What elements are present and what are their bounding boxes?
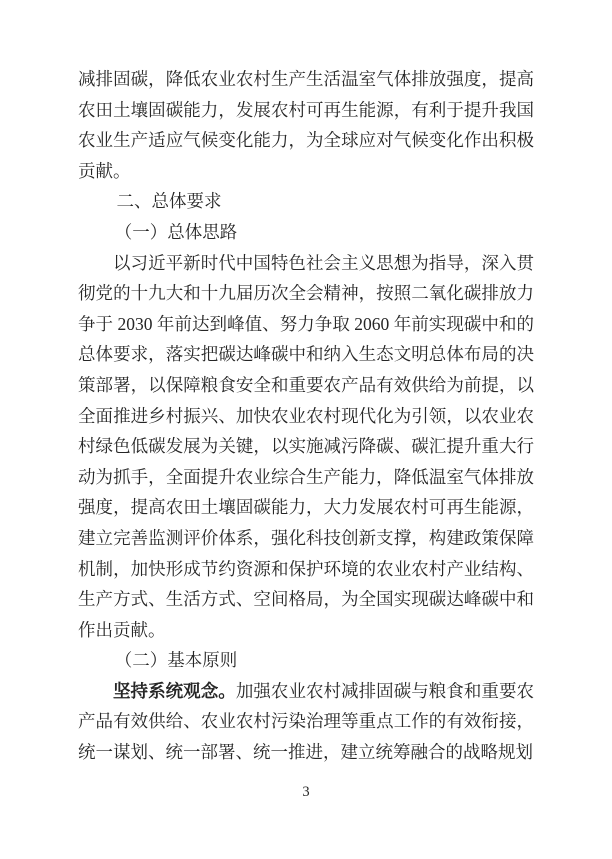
section-heading-overall-requirements: 二、总体要求 (116, 191, 222, 212)
principle-lead-label: 坚持系统观念。 (113, 680, 236, 701)
paragraph-general-approach: 以习近平新时代中国特色社会主义思想为指导，深入贯彻党的十九大和十九届历次全会精神，按照二氧化碳排放力争于 2030 年前达到峰值、努力争取 2060 年前实现碳中和的总体要求，落实把碳达峰碳中和纳入生态文明总体布局的决策部署，以保障粮食安全和重要农产品有效供给为前提，以全面推进乡村振兴、加快农业农村现代化为引领，以农业农村绿色低碳发展为关键，以实施减污降碳、碳汇提升重大行动为抓手，全面提升农业综合生产能力，降低温室气体排放强度，提高农田土壤固碳能力，大力发展农村可再生能源，建立完善监测评价体系，强化科技创新支撑，构建政策保障机制，加快形成节约资源和保护环境的农业农村产业结构、生产方式、生活方式、空间格局，为全国实现碳达峰碳中和作出贡献。 (78, 252, 534, 640)
subsection-heading-general-approach: （一）总体思路 (114, 221, 238, 242)
document-content (78, 64, 534, 768)
subsection-heading-basic-principles: （二）基本原则 (114, 650, 238, 671)
page-number: 3 (302, 784, 310, 800)
paragraph-basic-principles (78, 676, 534, 768)
paragraph-carryover: 减排固碳，降低农业农村生产生活温室气体排放强度，提高农田土壤固碳能力，发展农村可再生能源，有利于提升我国农业生产适应气候变化能力，为全球应对气候变化作出积极贡献。 (78, 69, 534, 181)
principle-body-text: 加强农业农村减排固碳与粮食和重要农产品有效供给、农业农村污染治理等重点工作的有效衔接，统一谋划、统一部署、统一推进，建立统筹融合的战略规划 (78, 680, 535, 763)
